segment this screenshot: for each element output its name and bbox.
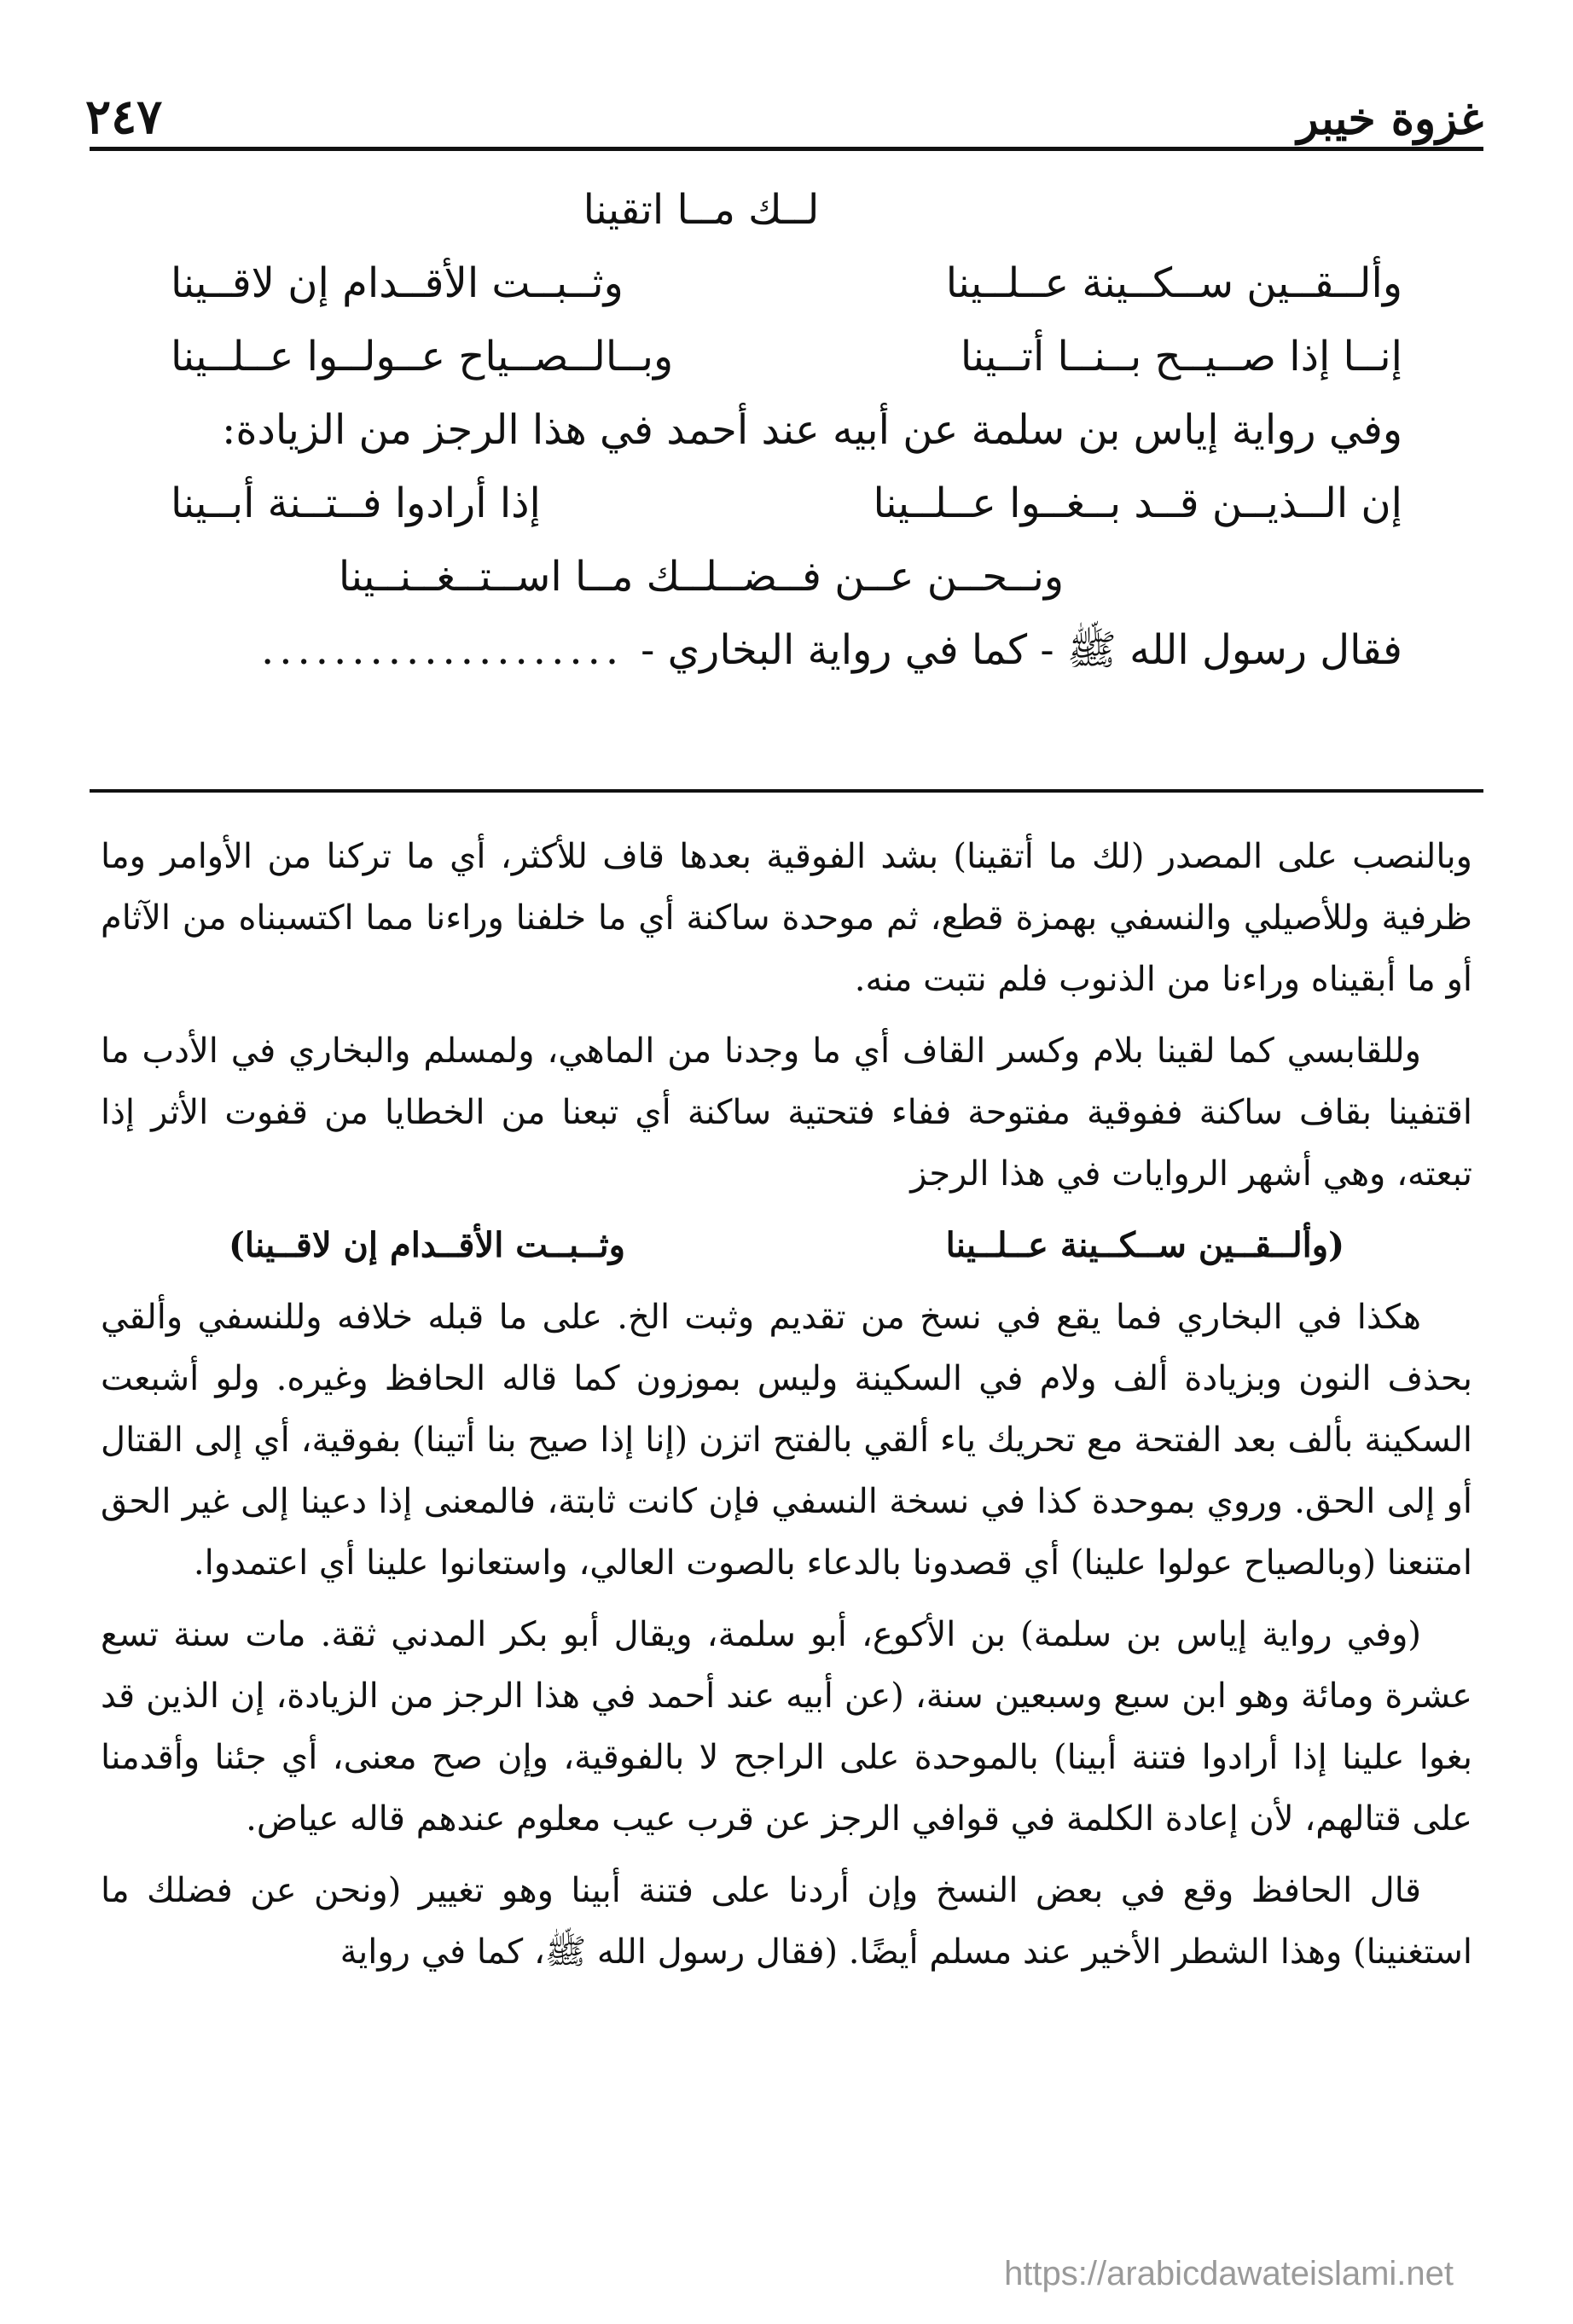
verse-line-5-first-hemistich: إن الــذيــن قــد بــغــوا عــلــينا [873,479,1402,527]
commentary-quoted-verse [101,1215,1472,1276]
verse-line-1: لــك مــا اتقينا [583,186,820,234]
commentary-paragraph-5: قال الحافظ وقع في بعض النسخ وإن أردنا على فتنة أبينا وهو تغيير (ونحن عن فضلك ما استغنينا) وهذا الشطر الأخير عند مسلم أيضًا. (فقال رسول الله ﷺ، كما في رواية [101,1871,1472,1972]
verse-line-2-second-hemistich: وثــبــت الأقــدام إن لاقــينا [171,259,624,307]
verse-line-2 [171,257,1402,310]
verse-line-7 [171,624,1402,677]
commentary-paragraph-4: (وفي رواية إياس بن سلمة) بن الأكوع، أبو سلمة، ويقال أبو بكر المدني ثقة. مات سنة تسع عشرة ومائة وهو ابن سبع وسبعين سنة، (عن أبيه عند أحمد في هذا الرجز من الزيادة، إن الذين قد بغوا علينا إذا أرادوا فتنة أبينا) بالموحدة على الراجح لا بالفوقية، وإن صح معنى، أي جئنا وأقدمنا على قتالهم، لأن إعادة الكلمة في قوافي الرجز عن قرب عيب معلوم عندهم قاله عياض. [101,1615,1472,1839]
verse-line-7-text: فقال رسول الله ﷺ - كما في رواية البخاري - [641,626,1402,674]
verse-line-2-first-hemistich: وألــقــين ســكــينة عــلــينا [945,259,1402,307]
verse-line-7-dots: .................... [260,626,624,674]
commentary-paragraph-2: وللقابسي كما لقينا بلام وكسر القاف أي ما وجدنا من الماهي، ولمسلم والبخاري في الأدب ما اقتفينا بقاف ساكنة ففوقية مفتوحة ففاء فتحتية ساكنة أي تبعنا من الخطايا من قفوت الأثر إذا تبعته، وهي أشهر الروايات في هذا الرجز [101,1031,1472,1194]
quoted-verse-first-hemistich: (وألــقــين ســكــينة عــلــينا [945,1225,1344,1265]
commentary-paragraph-3: هكذا في البخاري فما يقع في نسخ من تقديم وثبت الخ. على ما قبله خلافه وللنسفي وألقي بحذف النون وبزيادة ألف ولام في السكينة وليس بموزون كما قاله الحافظ وغيره. ولو أشبعت السكينة بألف بعد الفتحة مع تحريك ياء ألقي بالفتح اتزن (إنا إذا صيح بنا أتينا) بفوقية، أي إلى القتال أو إلى الحق. وروي بموحدة كذا في نسخة النسفي فإن كانت ثابتة، فالمعنى إذا دعينا إلى غير الحق امتنعنا (وبالصياح عولوا علينا) أي قصدونا بالدعاء بالصوت العالي، واستعانوا علينا أي اعتمدوا. [101,1298,1473,1583]
verse-line-3-first-hemistich: إنــا إذا صــيــح بــنــا أتــينا [960,333,1402,381]
verse-line-4: وفي رواية إياس بن سلمة عن أبيه عند أحمد في هذا الرجز من الزيادة: [222,406,1402,454]
verse-line-6: ونــحــن عــن فــضــلــك مــا اســتــغــنــينا [338,553,1065,601]
watermark-url: https://arabicdawateislami.net [1004,2255,1454,2292]
commentary-section [101,826,1472,1993]
verse-block [171,183,1402,677]
footnote-separator-rule [90,789,1483,793]
verse-line-3 [171,330,1402,383]
page-number: ٢٤٧ [85,89,163,145]
verse-line-3-second-hemistich: وبــالــصــياح عــولــوا عــلــينا [171,333,674,381]
verse-line-5 [171,477,1402,530]
header-rule [90,147,1483,151]
verse-line-5-second-hemistich: إذا أرادوا فــتــنة أبــينا [171,479,541,527]
commentary-paragraph-1: وبالنصب على المصدر (لك ما أتقينا) بشد الفوقية بعدها قاف للأكثر، أي ما تركنا من الأوامر وما ظرفية وللأصيلي والنسفي بهمزة قطع، ثم موحدة ساكنة أي ما خلفنا وراءنا مما اكتسبناه من الآثام أو ما أبقيناه وراءنا من الذنوب فلم نتبت منه. [101,837,1472,999]
running-title: غزوة خيبر [1297,93,1483,145]
quoted-verse-second-hemistich: وثــبــت الأقــدام إن لاقــينا) [229,1225,625,1265]
page-header [85,60,1483,145]
